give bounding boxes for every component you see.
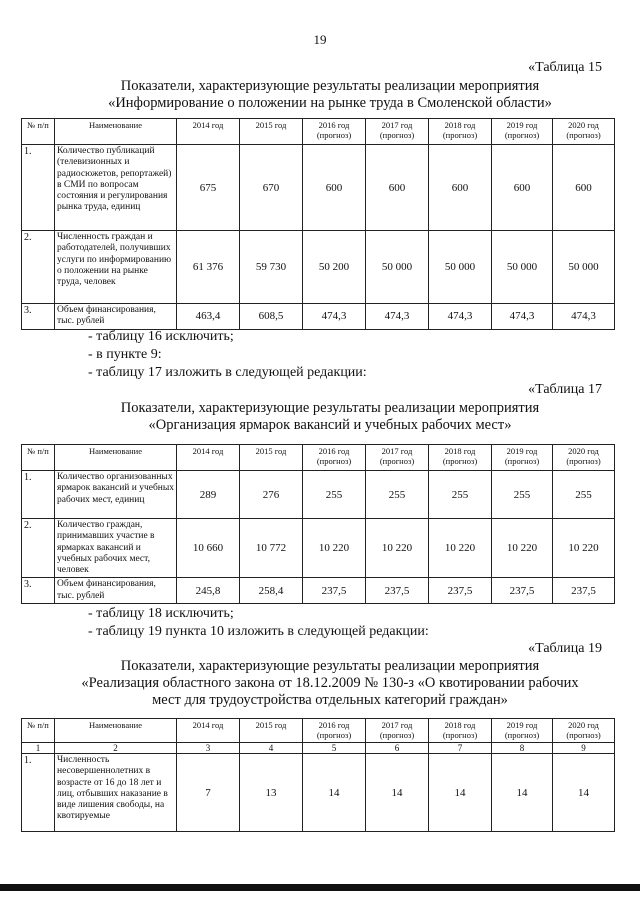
value-cell: 50 000 <box>366 231 429 304</box>
value-cell: 14 <box>366 754 429 832</box>
table15-header-row <box>22 119 615 145</box>
table17-heading-line1: Показатели, характеризующие результаты реализации мероприятия <box>120 400 540 416</box>
col-header-2016: 2016 год (прогноз) <box>303 445 366 471</box>
value-cell: 237,5 <box>553 578 615 604</box>
value-cell: 600 <box>492 145 553 231</box>
scan-bottom-bar <box>0 884 640 891</box>
col-header-no: № п/п <box>22 719 55 743</box>
value-cell: 474,3 <box>303 304 366 330</box>
table15-heading-line2: «Информирование о положении на рынке труда в Смоленской области» <box>108 95 552 111</box>
table-row <box>22 519 615 578</box>
value-cell: 245,8 <box>177 578 240 604</box>
index-cell: 3 <box>177 743 240 754</box>
value-cell: 10 220 <box>429 519 492 578</box>
row-name: Количество публикаций (телевизионных и радиосюжетов, репортажей) в СМИ по вопросам состояния и регулирования рынка труда, единиц <box>55 145 177 231</box>
col-header-2017: 2017 год (прогноз) <box>366 445 429 471</box>
col-header-2019: 2019 год (прогноз) <box>492 719 553 743</box>
table19 <box>21 718 615 832</box>
col-header-name: Наименование <box>55 719 177 743</box>
table-row <box>22 578 615 604</box>
table15 <box>21 118 615 330</box>
value-cell: 59 730 <box>240 231 303 304</box>
col-header-2017: 2017 год (прогноз) <box>366 719 429 743</box>
col-header-2015: 2015 год <box>240 445 303 471</box>
row-name: Количество организованных ярмарок вакансий и учебных рабочих мест, единиц <box>55 471 177 519</box>
table-row <box>22 754 615 832</box>
table15-label: «Таблица 15 <box>528 60 602 75</box>
row-name: Количество граждан, принимавших участие в ярмарках вакансий и учебных рабочих мест, человек <box>55 519 177 578</box>
col-header-2015: 2015 год <box>240 719 303 743</box>
paragraph: - таблицу 17 изложить в следующей редакции: <box>88 365 367 380</box>
col-header-2019: 2019 год (прогноз) <box>492 119 553 145</box>
value-cell: 255 <box>492 471 553 519</box>
row-number: 1. <box>22 471 55 519</box>
value-cell: 14 <box>553 754 615 832</box>
row-name: Объем финансирования, тыс. рублей <box>55 304 177 330</box>
value-cell: 255 <box>366 471 429 519</box>
value-cell: 276 <box>240 471 303 519</box>
value-cell: 50 000 <box>553 231 615 304</box>
value-cell: 10 220 <box>492 519 553 578</box>
row-name: Численность несовершеннолетних в возрасте от 16 до 18 лет и лиц, отбывших наказание в виде лишения свободы, на квотируемые <box>55 754 177 832</box>
table19-index-row <box>22 743 615 754</box>
value-cell: 675 <box>177 145 240 231</box>
value-cell: 10 220 <box>553 519 615 578</box>
value-cell: 50 000 <box>492 231 553 304</box>
value-cell: 600 <box>429 145 492 231</box>
table17-header-row <box>22 445 615 471</box>
value-cell: 237,5 <box>429 578 492 604</box>
value-cell: 50 200 <box>303 231 366 304</box>
value-cell: 474,3 <box>366 304 429 330</box>
table-row <box>22 231 615 304</box>
value-cell: 474,3 <box>429 304 492 330</box>
table19-heading-line3: мест для трудоустройства отдельных категорий граждан» <box>152 692 508 708</box>
value-cell: 7 <box>177 754 240 832</box>
col-header-2014: 2014 год <box>177 719 240 743</box>
table-row <box>22 145 615 231</box>
row-number: 1. <box>22 754 55 832</box>
value-cell: 237,5 <box>492 578 553 604</box>
table17-heading <box>60 400 600 434</box>
row-number: 1. <box>22 145 55 231</box>
col-header-2018: 2018 год (прогноз) <box>429 119 492 145</box>
value-cell: 10 220 <box>366 519 429 578</box>
table19-header-row <box>22 719 615 743</box>
value-cell: 61 376 <box>177 231 240 304</box>
table19-label: «Таблица 19 <box>528 641 602 656</box>
value-cell: 670 <box>240 145 303 231</box>
col-header-2018: 2018 год (прогноз) <box>429 445 492 471</box>
table-row <box>22 471 615 519</box>
col-header-2015: 2015 год <box>240 119 303 145</box>
table17-label: «Таблица 17 <box>528 382 602 397</box>
index-cell: 2 <box>55 743 177 754</box>
index-cell: 4 <box>240 743 303 754</box>
col-header-2020: 2020 год (прогноз) <box>553 719 615 743</box>
col-header-2020: 2020 год (прогноз) <box>553 445 615 471</box>
row-number: 3. <box>22 304 55 330</box>
col-header-no: № п/п <box>22 119 55 145</box>
value-cell: 255 <box>553 471 615 519</box>
col-header-2016: 2016 год (прогноз) <box>303 119 366 145</box>
value-cell: 600 <box>366 145 429 231</box>
table19-heading-line2: «Реализация областного закона от 18.12.2009 № 130-з «О квотировании рабочих <box>81 675 579 691</box>
row-number: 3. <box>22 578 55 604</box>
value-cell: 474,3 <box>492 304 553 330</box>
value-cell: 10 772 <box>240 519 303 578</box>
value-cell: 10 220 <box>303 519 366 578</box>
index-cell: 7 <box>429 743 492 754</box>
col-header-2019: 2019 год (прогноз) <box>492 445 553 471</box>
paragraph: - таблицу 19 пункта 10 изложить в следующей редакции: <box>88 624 429 639</box>
col-header-2020: 2020 год (прогноз) <box>553 119 615 145</box>
col-header-2014: 2014 год <box>177 119 240 145</box>
table19-heading <box>60 658 600 709</box>
index-cell: 9 <box>553 743 615 754</box>
row-number: 2. <box>22 231 55 304</box>
row-number: 2. <box>22 519 55 578</box>
value-cell: 237,5 <box>366 578 429 604</box>
index-cell: 1 <box>22 743 55 754</box>
col-header-name: Наименование <box>55 119 177 145</box>
value-cell: 255 <box>429 471 492 519</box>
col-header-2017: 2017 год (прогноз) <box>366 119 429 145</box>
table-row <box>22 304 615 330</box>
page-number: 19 <box>313 32 327 47</box>
table15-heading <box>60 78 600 112</box>
value-cell: 10 660 <box>177 519 240 578</box>
col-header-name: Наименование <box>55 445 177 471</box>
paragraph: - таблицу 18 исключить; <box>88 606 234 621</box>
value-cell: 474,3 <box>553 304 615 330</box>
table17 <box>21 444 615 604</box>
paragraph: - в пункте 9: <box>88 347 162 362</box>
value-cell: 237,5 <box>303 578 366 604</box>
value-cell: 14 <box>303 754 366 832</box>
value-cell: 50 000 <box>429 231 492 304</box>
value-cell: 13 <box>240 754 303 832</box>
value-cell: 463,4 <box>177 304 240 330</box>
col-header-no: № п/п <box>22 445 55 471</box>
value-cell: 258,4 <box>240 578 303 604</box>
index-cell: 5 <box>303 743 366 754</box>
value-cell: 600 <box>303 145 366 231</box>
row-name: Численность граждан и работодателей, получивших услуги по информированию о положении на рынке труда, человек <box>55 231 177 304</box>
value-cell: 289 <box>177 471 240 519</box>
index-cell: 8 <box>492 743 553 754</box>
value-cell: 600 <box>553 145 615 231</box>
table17-heading-line2: «Организация ярмарок вакансий и учебных рабочих мест» <box>148 417 512 433</box>
table15-heading-line1: Показатели, характеризующие результаты реализации мероприятия <box>120 78 540 94</box>
table19-heading-line1: Показатели, характеризующие результаты реализации мероприятия <box>120 658 540 674</box>
col-header-2016: 2016 год (прогноз) <box>303 719 366 743</box>
value-cell: 255 <box>303 471 366 519</box>
value-cell: 14 <box>429 754 492 832</box>
paragraph: - таблицу 16 исключить; <box>88 329 234 344</box>
col-header-2018: 2018 год (прогноз) <box>429 719 492 743</box>
row-name: Объем финансирования, тыс. рублей <box>55 578 177 604</box>
col-header-2014: 2014 год <box>177 445 240 471</box>
index-cell: 6 <box>366 743 429 754</box>
value-cell: 608,5 <box>240 304 303 330</box>
value-cell: 14 <box>492 754 553 832</box>
